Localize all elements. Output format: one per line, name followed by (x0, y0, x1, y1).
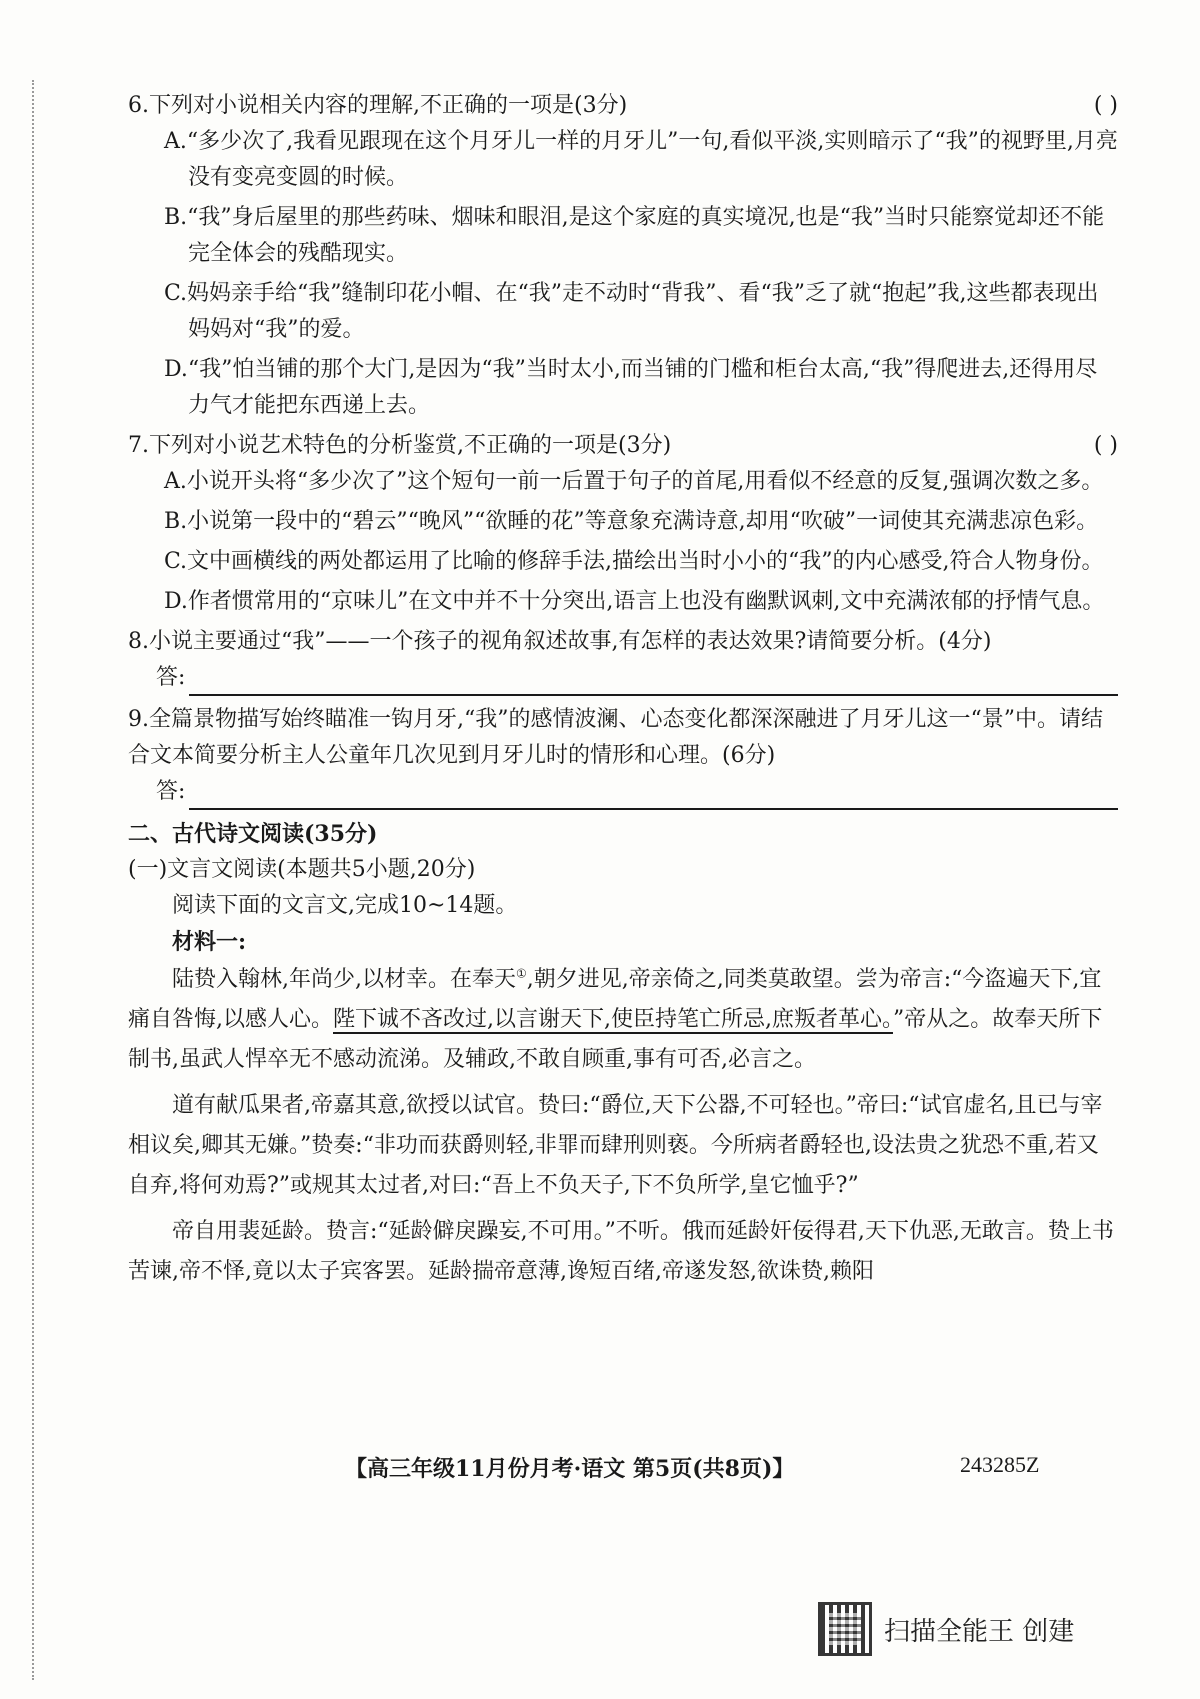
page-content (128, 88, 1118, 1298)
question-7 (128, 428, 1118, 620)
footer-code: 243285Z (960, 1452, 1040, 1477)
passage-1-underlined-sentence: 陛下诚不吝改过,以言谢天下,使臣持笔亡所忌,庶叛者革心。 (333, 1007, 893, 1032)
question-6-option-b: B.“我”身后屋里的那些药味、烟味和眼泪,是这个家庭的真实境况,也是“我”当时只能察觉却还不能完全体会的残酷现实。 (164, 205, 1105, 266)
question-8-answer-label: 答: (156, 665, 186, 690)
question-8 (128, 624, 1118, 696)
question-9-stem: 9.全篇景物描写始终瞄准一钩月牙,“我”的感情波澜、心态变化都深深融进了月牙儿这一“景”中。请结合文本简要分析主人公童年几次见到月牙儿时的情形和心理。(6分) (128, 707, 1103, 768)
passage-paragraph-2: 道有献瓜果者,帝嘉其意,欲授以试官。贽曰:“爵位,天下公器,不可轻也。”帝曰:“试官虚名,且已与宰相议矣,卿其无嫌。”贽奏:“非功而获爵则轻,非罪而肆刑则亵。今所病者爵轻也,设法贵之犹恐不重,若又自弃,将何劝焉?”或规其太过者,对曰:“吾上不负天子,下不负所学,皇它恤乎?” (128, 1093, 1103, 1198)
scanner-watermark-text: 扫描全能王 创建 (884, 1616, 1075, 1647)
question-7-option-c: C.文中画横线的两处都运用了比喻的修辞手法,描绘出当时小小的“我”的内心感受,符合人物身份。 (164, 549, 1104, 574)
passage-paragraph-3: 帝自用裴延龄。贽言:“延龄僻戾躁妄,不可用。”不听。俄而延龄奸佞得君,天下仇恶,无敢言。贽上书苦谏,帝不怿,竟以太子宾客罢。延龄揣帝意薄,谗短百绪,帝遂发怒,欲诛贽,赖阳 (128, 1219, 1114, 1284)
question-6-option-a: A.“多少次了,我看见跟现在这个月牙儿一样的月牙儿”一句,看似平淡,实则暗示了“我”的视野里,月亮没有变亮变圆的时候。 (164, 129, 1118, 190)
question-7-option-b: B.小说第一段中的“碧云”“晚风”“欲睡的花”等意象充满诗意,却用“吹破”一词使其充满悲凉色彩。 (164, 509, 1099, 534)
section-2-title: 二、古代诗文阅读(35分) (128, 821, 378, 847)
question-9-answer-label: 答: (156, 779, 186, 804)
question-7-answer-paren: ( ) (1093, 433, 1118, 458)
section-2-instruction: 阅读下面的文言文,完成10~14题。 (172, 893, 518, 918)
question-6-title (128, 88, 1118, 124)
question-8-answer-line[interactable] (189, 668, 1118, 696)
question-6-option-c: C.妈妈亲手给“我”缝制印花小帽、在“我”走不动时“背我”、看“我”乏了就“抱起”我,这些都表现出妈妈对“我”的爱。 (164, 281, 1099, 342)
footnote-marker: ① (516, 966, 527, 981)
question-7-option-a: A.小说开头将“多少次了”这个短句一前一后置于句子的首尾,用看似不经意的反复,强调次数之多。 (164, 469, 1104, 494)
passage-1-part-a: 陆贽入翰林,年尚少,以材幸。在奉天 (172, 967, 516, 992)
question-8-answer (156, 660, 1118, 696)
question-9-answer (156, 774, 1118, 810)
question-7-stem: 7.下列对小说艺术特色的分析鉴赏,不正确的一项是(3分) (128, 433, 672, 458)
qr-code-icon (818, 1602, 872, 1656)
material-1-label: 材料一: (172, 929, 247, 955)
section-2-subtitle: (一)文言文阅读(本题共5小题,20分) (128, 857, 476, 882)
question-6 (128, 88, 1118, 424)
footer-exam-info: 【高三年级11月份月考·语文 第5页(共8页)】 (345, 1456, 795, 1482)
binding-margin-line (32, 80, 34, 1680)
question-6-answer-paren: ( ) (1093, 93, 1118, 118)
question-8-stem: 8.小说主要通过“我”——一个孩子的视角叙述故事,有怎样的表达效果?请简要分析。(4分) (128, 629, 992, 654)
question-7-option-d: D.作者惯常用的“京味儿”在文中并不十分突出,语言上也没有幽默讽刺,文中充满浓郁的抒情气息。 (164, 589, 1105, 614)
question-6-option-d: D.“我”怕当铺的那个大门,是因为“我”当时太小,而当铺的门槛和柜台太高,“我”得爬进去,还得用尽力气才能把东西递上去。 (164, 357, 1098, 418)
passage-1-part-c: ”帝从之。故奉天所下制书,虽武人悍卒无不感动流涕。及辅政,不敢自顾重,事有可否,必言之。 (128, 1007, 1103, 1072)
question-9-answer-line[interactable] (189, 782, 1118, 810)
passage-paragraph-1 (128, 960, 1118, 1080)
question-7-title (128, 428, 1118, 464)
passage-1-part-b: ,朝夕进见,帝亲倚之,同类莫敢望。尝为帝言:“今盗遍天下,宜痛自咎悔,以感人心。 (128, 967, 1102, 1032)
scanner-watermark (818, 1602, 1074, 1656)
question-6-stem: 6.下列对小说相关内容的理解,不正确的一项是(3分) (128, 93, 628, 118)
question-9 (128, 702, 1118, 810)
